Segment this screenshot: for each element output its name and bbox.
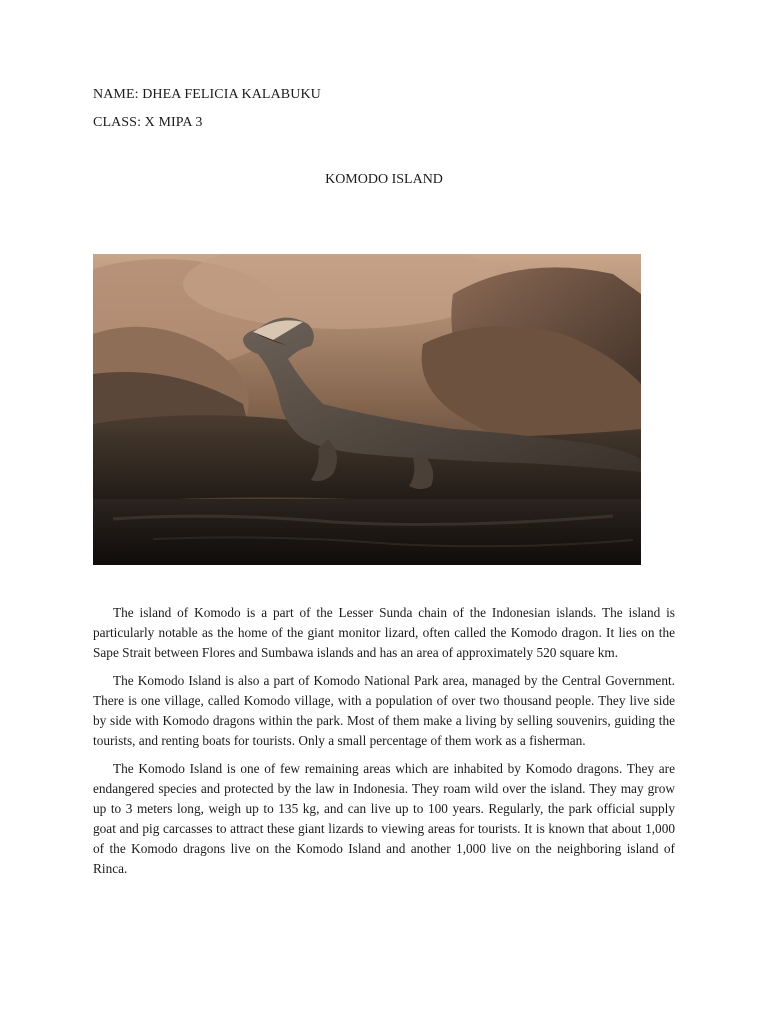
komodo-dragon-photo [93, 254, 641, 565]
paragraph-3: The Komodo Island is one of few remaining areas which are inhabited by Komodo dragons. They are endangered species and protected by the law in Indonesia. They roam wild over the island. They may grow up to 3 meters long, weigh up to 135 kg, and can live up to 100 years. Regularly, the park official supply goat and pig carcasses to attract these giant lizards to viewing areas for tourists. It is known that about 1,000 of the Komodo dragons live on the Komodo Island and another 1,000 live on the neighboring island of Rinca. [93, 761, 675, 876]
paragraph-1: The island of Komodo is a part of the Lesser Sunda chain of the Indonesian islands. The island is particularly notable as the home of the giant monitor lizard, often called the Komodo dragon. It lies on the Sape Strait between Flores and Sumbawa islands and has an area of approximately 520 square km. [93, 605, 675, 660]
student-class: CLASS: X MIPA 3 [93, 115, 203, 130]
document-title: KOMODO ISLAND [325, 172, 443, 187]
student-name: NAME: DHEA FELICIA KALABUKU [93, 87, 321, 102]
paragraph-2: The Komodo Island is also a part of Komodo National Park area, managed by the Central Government. There is one village, called Komodo village, with a population of over two thousand people. They live side by side with Komodo dragons within the park. Most of them make a living by selling souvenirs, guiding the tourists, and renting boats for tourists. Only a small percentage of them work as a fisherman. [93, 673, 675, 748]
body-text [93, 603, 675, 887]
